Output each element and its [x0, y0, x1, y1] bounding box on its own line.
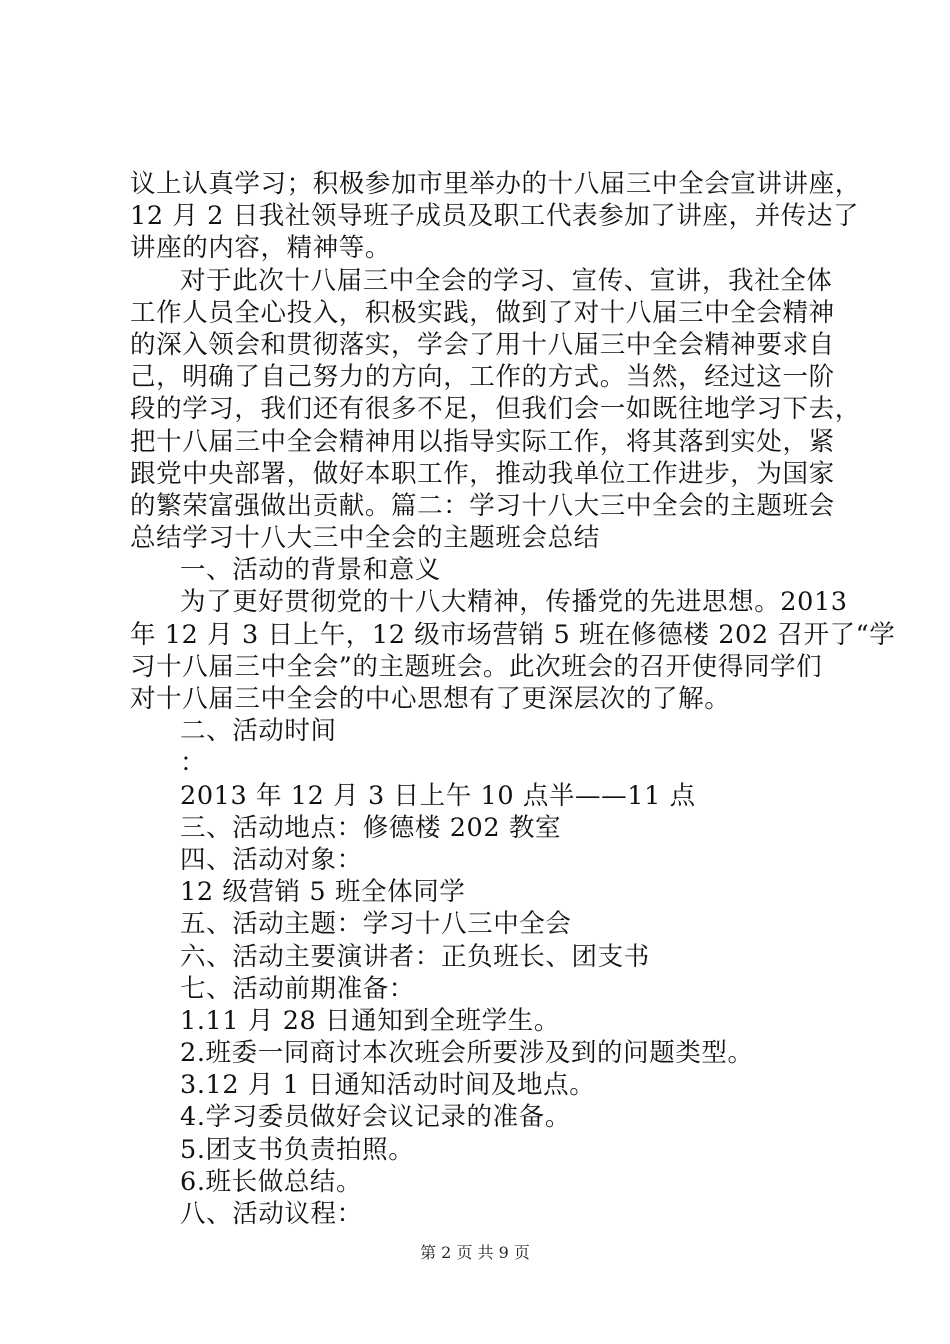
page-footer	[0, 1243, 950, 1263]
text-line: 总结学习十八大三中全会的主题班会总结	[130, 523, 600, 554]
text-line: 习十八届三中全会”的主题班会。此次班会的召开使得同学们	[130, 651, 823, 682]
section-heading: 八、活动议程：	[180, 1199, 363, 1229]
text-line: 己，明确了自己努力的方向，工作的方式。当然，经过这一阶	[130, 362, 835, 393]
text-line: 为了更好贯彻党的十八大精神，传播党的先进思想。2013	[180, 587, 848, 618]
text-line: 的深入领会和贯彻落实，学会了用十八届三中全会精神要求自	[130, 329, 835, 360]
text-line: 年 12 月 3 日上午，12 级市场营销 5 班在修德楼 202 召开了“学	[130, 619, 896, 650]
document-body	[130, 168, 896, 1230]
section-heading: 一、活动的背景和意义	[180, 555, 442, 586]
text-line: 对十八届三中全会的中心思想有了更深层次的了解。	[130, 684, 731, 714]
text-line: 跟党中央部署，做好本职工作，推动我单位工作进步，为国家	[130, 458, 835, 489]
page-number-label: 第 2 页 共 9 页	[420, 1243, 530, 1262]
section-heading: 六、活动主要演讲者：正负班长、团支书	[180, 941, 650, 972]
text-line: 2013 年 12 月 3 日上午 10 点半——11 点	[180, 780, 696, 811]
list-item: 4.学习委员做好会议记录的准备。	[180, 1102, 571, 1133]
text-line: 把十八届三中全会精神用以指导实际工作，将其落到实处，紧	[130, 426, 835, 457]
section-heading: 四、活动对象：	[180, 844, 363, 875]
text-line: ：	[180, 748, 207, 779]
list-item: 6.班长做总结。	[180, 1166, 363, 1197]
text-line: 段的学习，我们还有很多不足，但我们会一如既往地学习下去，	[130, 394, 861, 425]
text-line: 的繁荣富强做出贡献。篇二：学习十八大三中全会的主题班会	[130, 490, 835, 521]
list-item: 1.11 月 28 日通知到全班学生。	[180, 1005, 560, 1036]
text-line: 讲座的内容，精神等。	[130, 233, 392, 264]
section-heading: 五、活动主题：学习十八三中全会	[180, 909, 572, 940]
text-line: 12 月 2 日我社领导班子成员及职工代表参加了讲座，并传达了	[130, 201, 860, 232]
list-item: 2.班委一同商讨本次班会所要涉及到的问题类型。	[180, 1038, 754, 1069]
list-item: 3.12 月 1 日通知活动时间及地点。	[180, 1070, 596, 1101]
section-heading: 二、活动时间	[180, 716, 337, 747]
text-line: 工作人员全心投入，积极实践，做到了对十八届三中全会精神	[130, 297, 835, 328]
section-heading: 三、活动地点：修德楼 202 教室	[180, 812, 562, 843]
section-heading: 七、活动前期准备：	[180, 973, 415, 1004]
text-line: 12 级营销 5 班全体同学	[180, 877, 466, 908]
list-item: 5.团支书负责拍照。	[180, 1134, 415, 1165]
text-line: 对于此次十八届三中全会的学习、宣传、宣讲，我社全体	[180, 265, 833, 296]
text-line: 议上认真学习；积极参加市里举办的十八届三中全会宣讲讲座，	[130, 169, 861, 199]
